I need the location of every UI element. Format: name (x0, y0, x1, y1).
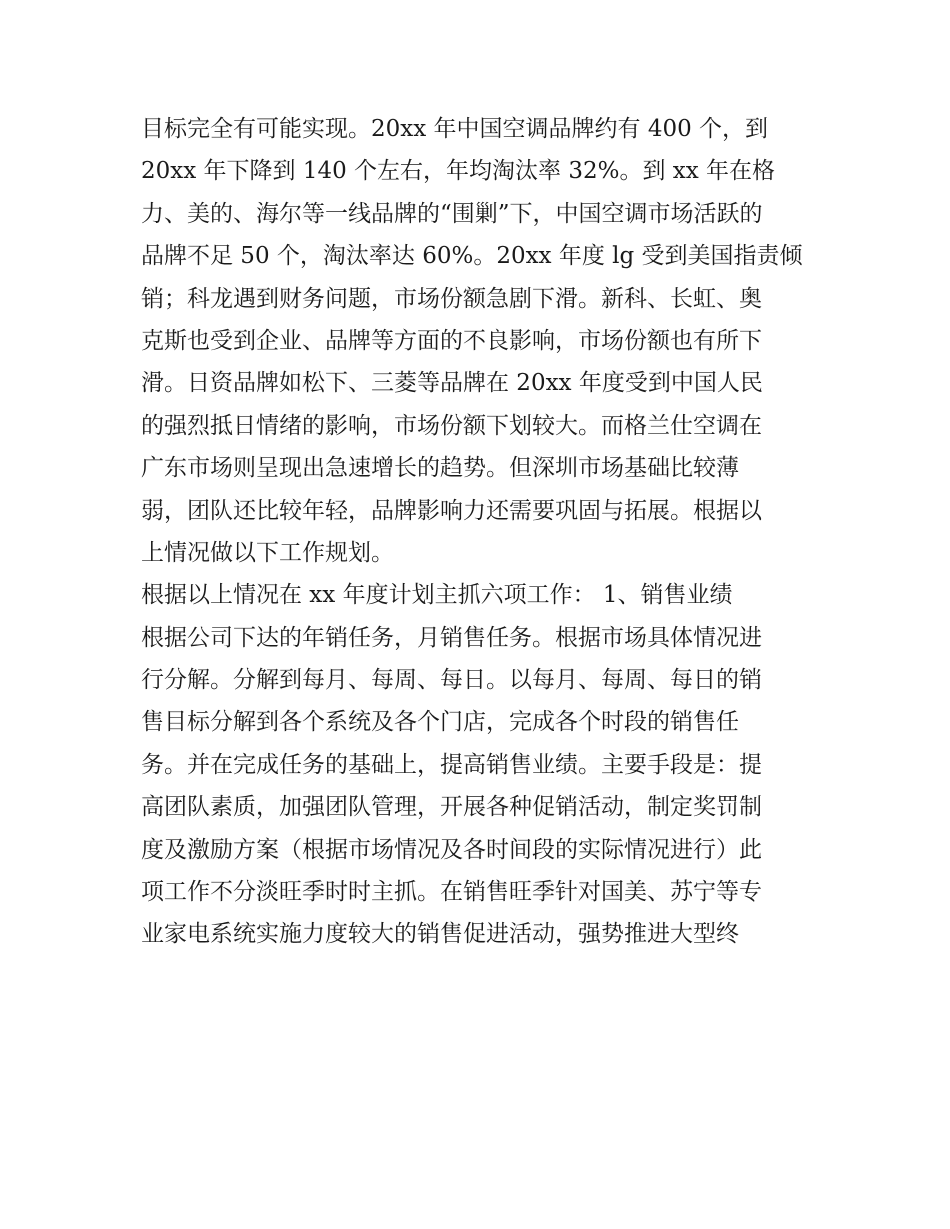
text-line: 根据以上情况在 xx 年度计划主抓六项工作： 1、销售业绩 (141, 582, 733, 609)
text-line: 项工作不分淡旺季时时主抓。在销售旺季针对国美、苏宁等专 (141, 879, 762, 906)
text-line: 根据公司下达的年销任务，月销售任务。根据市场具体情况进 (141, 624, 762, 651)
text-line: 务。并在完成任务的基础上，提高销售业绩。主要手段是：提 (141, 751, 762, 778)
text-line: 20xx 年下降到 140 个左右，年均淘汰率 32%。到 xx 年在格 (141, 158, 776, 185)
text-line: 力、美的、海尔等一线品牌的“围剿”下，中国空调市场活跃的 (141, 200, 763, 227)
text-line: 的强烈抵日情绪的影响，市场份额下划较大。而格兰仕空调在 (141, 412, 762, 439)
text-line: 克斯也受到企业、品牌等方面的不良影响，市场份额也有所下 (141, 327, 762, 354)
text-line: 销；科龙遇到财务问题，市场份额急剧下滑。新科、长虹、奥 (141, 285, 762, 312)
text-line: 品牌不足 50 个，淘汰率达 60%。20xx 年度 lg 受到美国指责倾 (141, 243, 803, 270)
text-line: 滑。日资品牌如松下、三菱等品牌在 20xx 年度受到中国人民 (141, 370, 763, 397)
body-text (141, 108, 821, 956)
text-line: 行分解。分解到每月、每周、每日。以每月、每周、每日的销 (141, 667, 762, 694)
text-line: 目标完全有可能实现。20xx 年中国空调品牌约有 400 个，到 (141, 116, 769, 142)
text-line: 广东市场则呈现出急速增长的趋势。但深圳市场基础比较薄 (141, 455, 739, 482)
text-line: 上情况做以下工作规划。 (141, 539, 394, 566)
text-line: 度及激励方案（根据市场情况及各时间段的实际情况进行）此 (141, 836, 762, 863)
text-line: 弱，团队还比较年轻，品牌影响力还需要巩固与拓展。根据以 (141, 497, 762, 524)
text-line: 高团队素质，加强团队管理，开展各种促销活动，制定奖罚制 (141, 794, 762, 821)
text-line: 售目标分解到各个系统及各个门店，完成各个时段的销售任 (141, 709, 739, 736)
text-line: 业家电系统实施力度较大的销售促进活动，强势推进大型终 (141, 921, 739, 948)
